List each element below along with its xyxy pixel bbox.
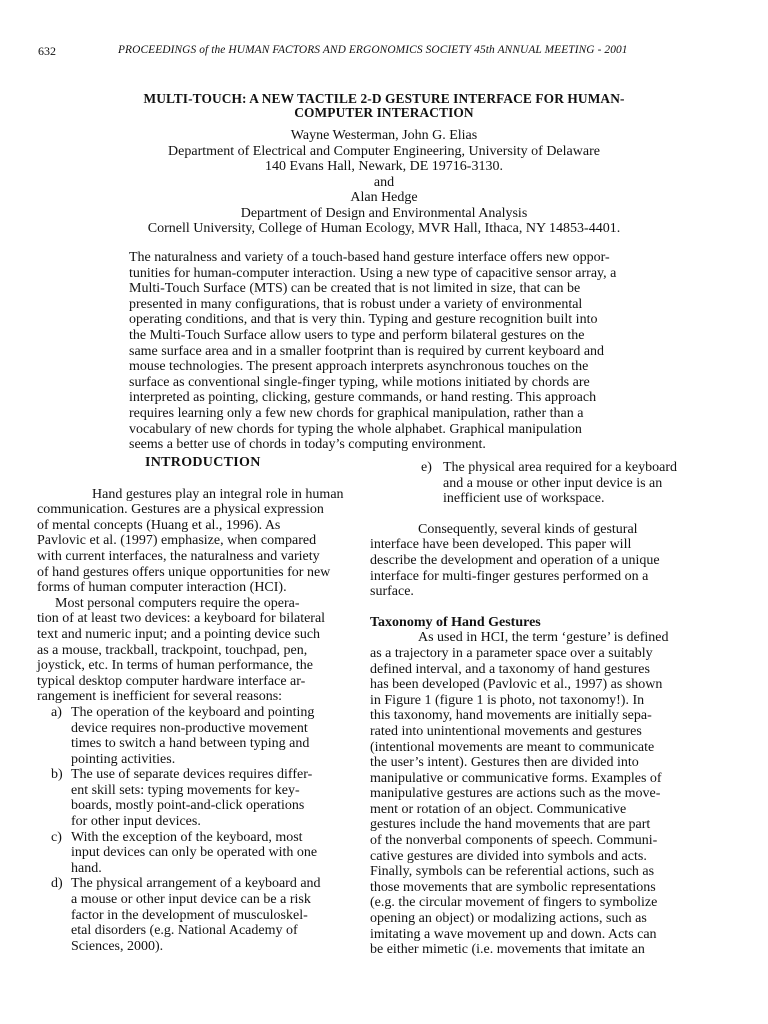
list-line: Sciences, 2000).: [71, 938, 164, 954]
list-item: [421, 460, 712, 507]
author-names: Alan Hedge: [350, 190, 418, 205]
paragraph-line: as a mouse, trackball, trackpoint, touchpad, pen,: [37, 642, 308, 658]
abstract-line: interpreted as pointing, clicking, gesture commands, or hand resting. This approach: [129, 390, 597, 406]
list-label: a): [51, 704, 62, 720]
paragraph-line: manipulative gestures are actions such as the move-: [370, 786, 661, 802]
paragraph-line: has been developed (Pavlovic et al., 1997) as shown: [370, 677, 663, 693]
paragraph-line: Hand gestures play an integral role in human: [92, 486, 344, 502]
list-line: With the exception of the keyboard, most: [71, 829, 303, 845]
list-line: for other input devices.: [71, 814, 201, 830]
abstract-line: The naturalness and variety of a touch-based hand gesture interface offers new oppor-: [129, 250, 610, 265]
paragraph-line: opening an object) or modalizing actions, such as: [370, 911, 647, 927]
paragraph-line: surface.: [370, 584, 414, 600]
paragraph-line: joystick, etc. In terms of human performance, the: [37, 658, 314, 674]
paragraph-line: Pavlovic et al. (1997) emphasize, when compared: [37, 533, 317, 549]
abstract-line: Multi-Touch Surface (MTS) can be created that is not limited in size, that can be: [129, 281, 581, 297]
abstract: [129, 250, 651, 453]
list-line: The physical area required for a keyboard: [443, 460, 677, 475]
paragraph-line: Most personal computers require the opera-: [55, 595, 300, 611]
paragraph-line: (e.g. the circular movement of fingers to symbolize: [370, 895, 658, 911]
abstract-line: requires learning only a few new chords for graphical manipulation, rather than a: [129, 405, 584, 421]
paragraph-line: gestures include the hand movements that are part: [370, 817, 651, 833]
list-line: boards, mostly point-and-click operations: [71, 798, 305, 814]
author-block: [60, 128, 708, 237]
address: 140 Evans Hall, Newark, DE 19716-3130.: [265, 159, 503, 174]
list-item: [51, 876, 367, 954]
paragraph-line: of hand gestures offers unique opportunities for new: [37, 564, 331, 580]
abstract-line: tunities for human-computer interaction. Using a new type of capacitive sensor array, a: [129, 265, 617, 281]
list-line: a mouse or other input device can be a risk: [71, 892, 311, 908]
paragraph-line: text and numeric input; and a pointing device such: [37, 626, 321, 642]
paragraph-line: interface have been developed. This paper will: [370, 537, 632, 553]
intro-paragraph-1: [37, 487, 367, 596]
abstract-line: the Multi-Touch Surface allow users to type and perform bilateral gestures on the: [129, 327, 585, 343]
paragraph-line: be either mimetic (i.e. movements that imitate an: [370, 942, 645, 958]
intro-paragraph-2: [37, 596, 367, 705]
paragraph-line: As used in HCI, the term ‘gesture’ is defined: [418, 630, 669, 646]
paragraph-line: tion of at least two devices: a keyboard for bilateral: [37, 611, 326, 627]
abstract-line: presented in many configurations, that is robust under a variety of environmental: [129, 296, 583, 312]
paragraph-line: in Figure 1 (figure 1 is photo, not taxonomy!). In: [370, 692, 645, 708]
paragraph-line: forms of human computer interaction (HCI).: [37, 580, 287, 596]
list-line: etal disorders (e.g. National Academy of: [71, 923, 298, 939]
paragraph-line: ment or rotation of an object. Communicative: [370, 801, 627, 817]
paragraph-line: of the nonverbal components of speech. Communi-: [370, 833, 658, 849]
list-label: b): [51, 767, 63, 783]
list-line: The use of separate devices requires differ-: [71, 767, 313, 783]
right-column: [370, 460, 712, 958]
paragraph-line: rated into unintentional movements and gestures: [370, 723, 642, 739]
abstract-line: same surface area and in a smaller footprint than is required by current keyboard and: [129, 343, 605, 359]
paragraph-line: imitating a wave movement up and down. Acts can: [370, 926, 657, 942]
paragraph-line: as a trajectory in a parameter space over a suitably: [370, 645, 653, 661]
paragraph-line: those movements that are symbolic representations: [370, 879, 656, 895]
taxonomy-section: [370, 615, 712, 958]
paragraph-line: defined interval, and a taxonomy of hand gestures: [370, 661, 650, 677]
page-number: 632: [38, 44, 56, 58]
paper-title-line: MULTI-TOUCH: A NEW TACTILE 2-D GESTURE INTERFACE FOR HUMAN-: [143, 91, 625, 106]
list-line: input devices can only be operated with one: [71, 845, 318, 861]
list-line: factor in the development of musculoskel-: [71, 907, 308, 923]
running-header: PROCEEDINGS of the HUMAN FACTORS AND ERGONOMICS SOCIETY 45th ANNUAL MEETING - 2001: [118, 44, 628, 56]
paragraph-line: the user’s intent). Gestures then are divided into: [370, 755, 639, 771]
author-conjunction: and: [373, 174, 395, 190]
abstract-line: mouse technologies. The present approach interprets asynchronous touches on the: [129, 359, 589, 375]
list-line: device requires non-productive movement: [71, 720, 308, 736]
subsection-heading-taxonomy: Taxonomy of Hand Gestures: [370, 614, 541, 630]
paper-title-line: COMPUTER INTERACTION: [294, 105, 474, 120]
list-item: [51, 830, 367, 877]
affiliation: Department of Electrical and Computer Engineering, University of Delaware: [168, 143, 600, 159]
abstract-line: seems a better use of chords in today’s computing environment.: [129, 437, 486, 453]
abstract-line: vocabulary of new chords for typing the whole alphabet. Graphical manipulation: [129, 421, 582, 437]
reasons-list-continued: [370, 460, 712, 507]
paragraph-line: this taxonomy, hand movements are initially sepa-: [370, 708, 652, 724]
section-heading-introduction: INTRODUCTION: [145, 455, 261, 470]
paragraph-line: (intentional movements are meant to communicate: [370, 739, 655, 755]
paragraph-line: Consequently, several kinds of gestural: [418, 521, 638, 537]
list-line: pointing activities.: [71, 751, 176, 767]
paragraph-line: typical desktop computer hardware interface ar-: [37, 673, 306, 689]
list-line: hand.: [71, 860, 102, 876]
list-item: [51, 767, 367, 829]
paragraph-line: interface for multi-finger gestures performed on a: [370, 568, 649, 584]
list-label: c): [51, 829, 62, 845]
abstract-line: operating conditions, and that is very thin. Typing and gesture recognition built into: [129, 312, 598, 328]
paragraph-line: manipulative or communicative forms. Examples of: [370, 770, 662, 786]
paragraph-line: with current interfaces, the naturalness and variety: [37, 548, 320, 564]
list-line: times to switch a hand between typing and: [71, 736, 310, 752]
list-line: The operation of the keyboard and pointing: [71, 704, 315, 720]
paper-title: [80, 92, 688, 120]
abstract-line: surface as conventional single-finger typing, while motions initiated by chords are: [129, 374, 590, 390]
paragraph-line: Finally, symbols can be referential actions, such as: [370, 864, 655, 880]
list-line: ent skill sets: typing movements for key-: [71, 782, 300, 798]
left-column: [37, 455, 367, 954]
list-label: d): [51, 876, 63, 892]
address: Cornell University, College of Human Ecology, MVR Hall, Ithaca, NY 14853-4401.: [147, 221, 621, 236]
list-label: e): [421, 460, 432, 475]
list-line: and a mouse or other input device is an: [443, 475, 663, 491]
reasons-list: [37, 705, 367, 955]
author-names: Wayne Westerman, John G. Elias: [290, 128, 478, 143]
affiliation: Department of Design and Environmental Analysis: [240, 205, 528, 221]
list-line: inefficient use of workspace.: [443, 491, 605, 507]
paragraph-line: describe the development and operation of a unique: [370, 552, 660, 568]
paragraph-line: communication. Gestures are a physical expression: [37, 502, 324, 518]
list-item: [51, 705, 367, 767]
paragraph-line: rangement is inefficient for several reasons:: [37, 689, 283, 705]
paragraph-line: of mental concepts (Huang et al., 1996). As: [37, 517, 281, 533]
list-line: The physical arrangement of a keyboard and: [71, 876, 321, 892]
consequently-paragraph: [370, 522, 712, 600]
paragraph-line: cative gestures are divided into symbols and acts.: [370, 848, 647, 864]
